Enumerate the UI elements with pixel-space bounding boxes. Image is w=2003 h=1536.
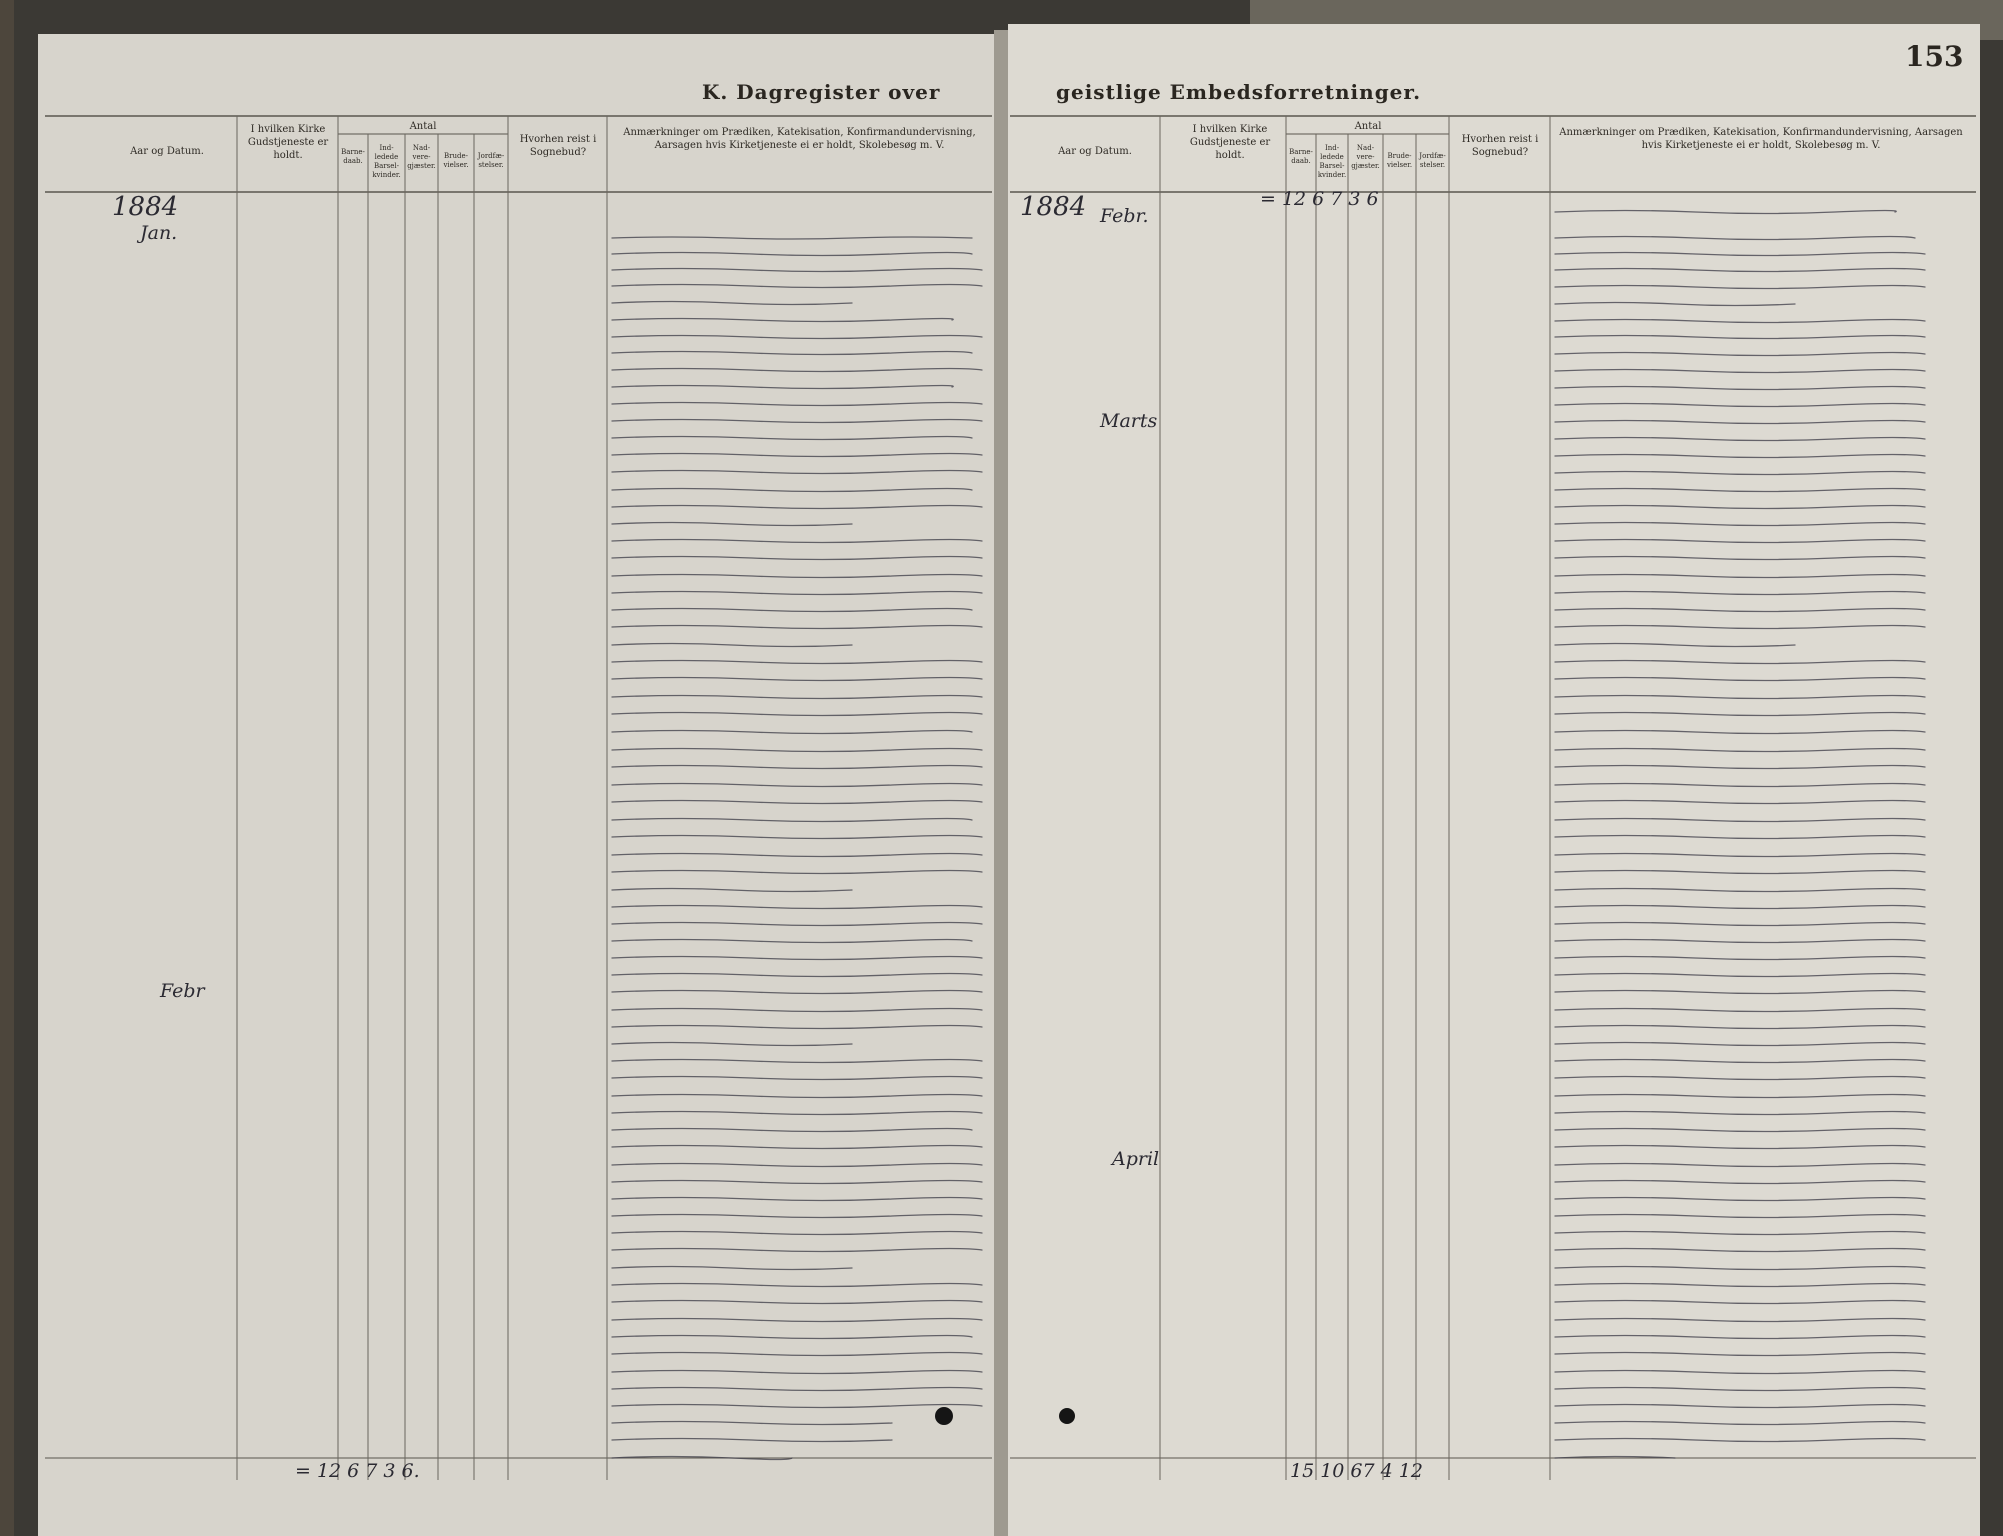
year-right: 1884 [1020, 192, 1087, 222]
left-header-baptized: Barne-daab. [341, 148, 365, 165]
left-header-date: Aar og Datum. [130, 146, 204, 157]
month-march: Marts [1100, 410, 1158, 432]
title-left: K. Dagregister over [702, 80, 941, 104]
right-header-date: Aar og Datum. [1058, 146, 1132, 157]
total-row-right: 15 10 67 4 12 [1290, 1460, 1423, 1482]
right-header-church: I hvilken Kirke Gudstjeneste er holdt. [1189, 124, 1271, 161]
right-header-introduced: Ind-ledede Barsel-kvinder. [1317, 144, 1347, 179]
month-january: Jan. [140, 222, 178, 244]
left-header-confirmed: Nad-vere-gjæster. [407, 144, 436, 170]
right-header-travel: Hvorhen reist i Sognebud? [1461, 134, 1539, 158]
carried-row-right: = 12 6 7 3 6 [1260, 188, 1379, 210]
right-header-baptized: Barne-daab. [1289, 148, 1313, 165]
right-header-weddings: Brude-vielser. [1386, 152, 1413, 169]
left-header-travel: Hvorhen reist i Sognebud? [519, 134, 597, 158]
page-number: 153 [1905, 40, 1964, 73]
left-header-church: I hvilken Kirke Gudstjeneste er holdt. [247, 124, 329, 161]
right-header-remarks: Anmærkninger om Prædiken, Katekisation, Konfirmandundervisning, Aarsagen hvis Kirketjeneste ei er holdt, Skolebesøg m. V. [1559, 127, 1963, 151]
left-header-funerals: Jordfæ-stelser. [477, 152, 505, 169]
month-february-right: Febr. [1100, 205, 1149, 227]
total-row-left: = 12 6 7 3 6. [295, 1460, 420, 1482]
left-header-remarks: Anmærkninger om Prædiken, Katekisation, Konfirmandundervisning, Aarsagen hvis Kirketjeneste ei er holdt, Skolebesøg m. V. [623, 127, 976, 151]
year-left: 1884 [112, 192, 179, 222]
left-header-weddings: Brude-vielser. [443, 152, 469, 169]
left-header-introduced: Ind-ledede Barsel-kvinder. [372, 144, 401, 179]
left-header-antal: Antal [409, 121, 437, 132]
month-february-left: Febr [160, 980, 205, 1002]
month-april: April [1112, 1148, 1160, 1170]
title-right: geistlige Embedsforretninger. [1056, 80, 1422, 104]
right-header-antal: Antal [1354, 121, 1382, 132]
right-header-confirmed: Nad-vere-gjæster. [1351, 144, 1380, 170]
right-header-funerals: Jordfæ-stelser. [1419, 152, 1446, 169]
